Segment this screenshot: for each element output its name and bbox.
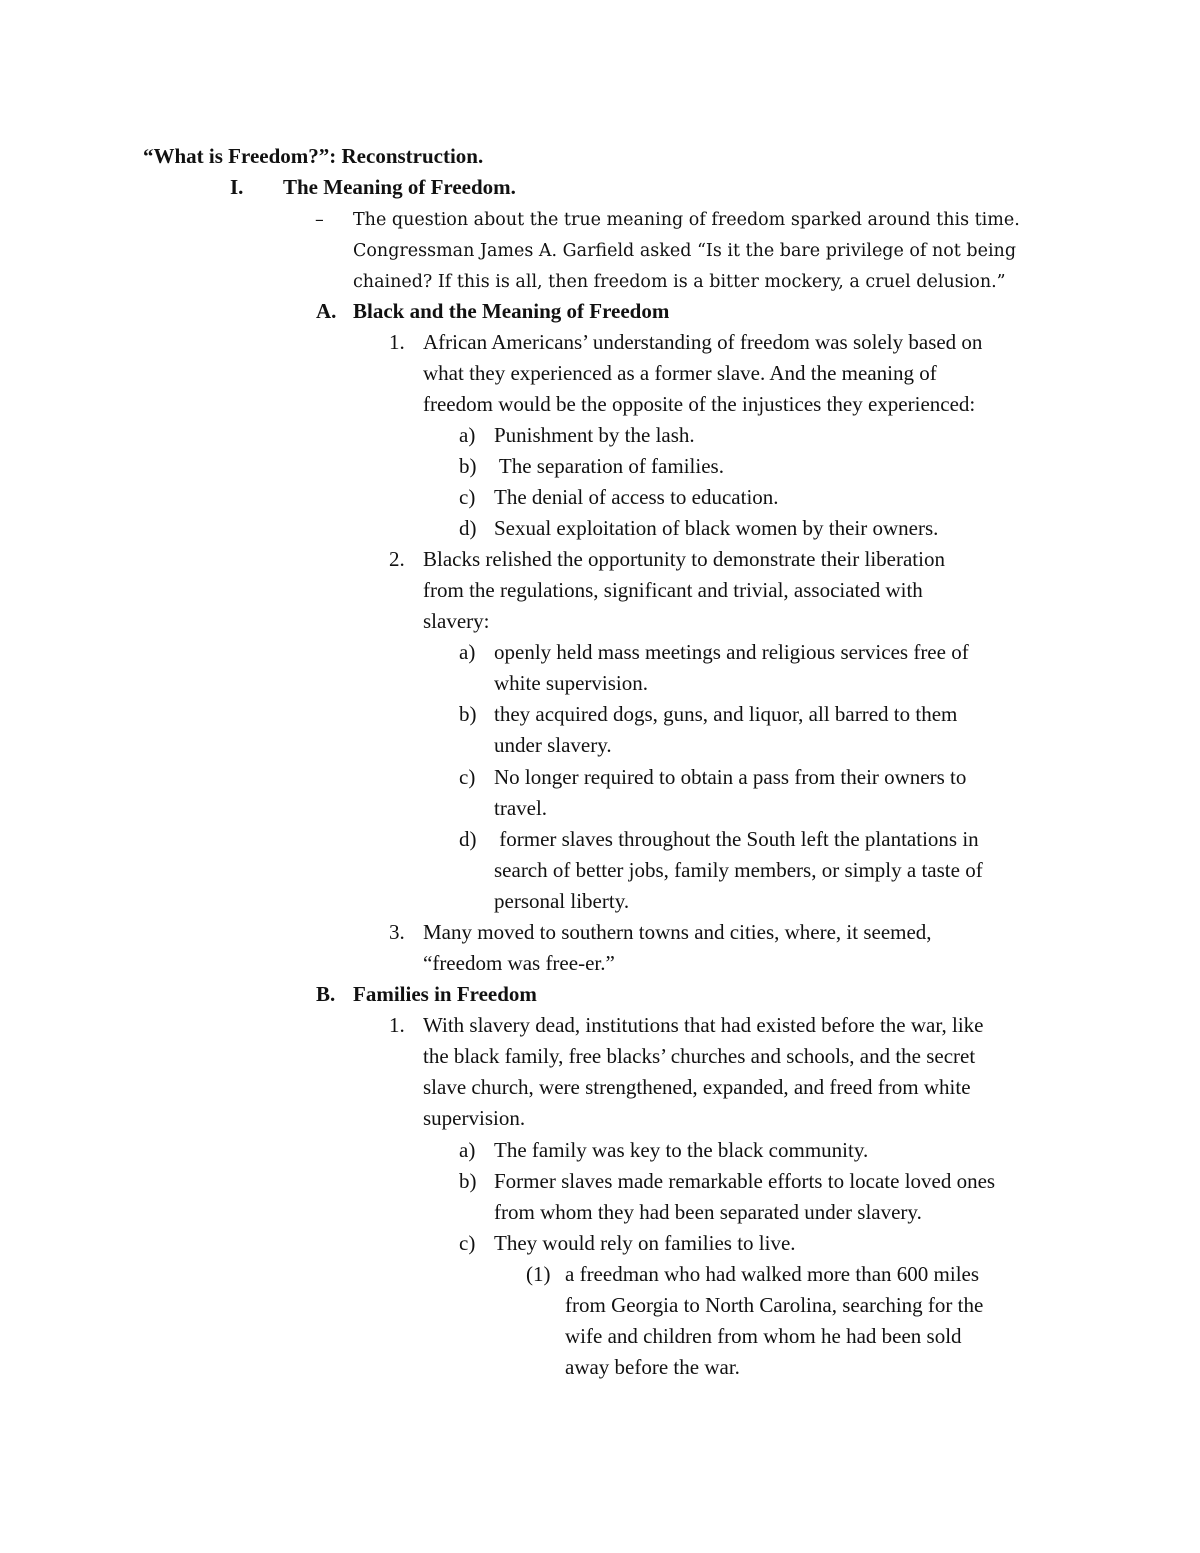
item-marker: c) <box>459 485 476 509</box>
item-line: travel. <box>494 796 548 820</box>
item-line: from whom they had been separated under slavery. <box>494 1200 922 1224</box>
item-line: They would rely on families to live. <box>494 1231 796 1255</box>
point-marker: 1. <box>389 1013 405 1037</box>
point-line: slavery: <box>423 609 490 633</box>
item-line: The denial of access to education. <box>494 485 779 509</box>
item-line: under slavery. <box>494 733 612 757</box>
point-line: “freedom was free-er.” <box>423 951 615 975</box>
item-marker: b) <box>459 454 477 478</box>
subitem-line: a freedman who had walked more than 600 miles <box>565 1262 980 1286</box>
intro-dash: – <box>315 210 324 230</box>
point-line: freedom would be the opposite of the injustices they experienced: <box>423 392 976 416</box>
item-marker: b) <box>459 702 477 726</box>
subitem-line: wife and children from whom he had been sold <box>565 1324 962 1348</box>
intro-line: Congressman James A. Garfield asked “Is it the bare privilege of not being <box>353 241 1017 261</box>
point-marker: 3. <box>389 920 405 944</box>
point-line: Many moved to southern towns and cities, where, it seemed, <box>423 920 932 944</box>
item-line: they acquired dogs, guns, and liquor, all barred to them <box>494 702 958 726</box>
item-line: Punishment by the lash. <box>494 423 695 447</box>
intro-line: chained? If this is all, then freedom is a bitter mockery, a cruel delusion.” <box>353 272 1006 292</box>
point-marker: 2. <box>389 547 405 571</box>
subitem-line: away before the war. <box>565 1355 740 1379</box>
item-line: Former slaves made remarkable efforts to locate loved ones <box>494 1169 996 1193</box>
item-marker: d) <box>459 516 477 540</box>
point-marker: 1. <box>389 330 405 354</box>
item-marker: c) <box>459 1231 476 1255</box>
item-marker: a) <box>459 640 476 664</box>
subitem-marker: (1) <box>526 1262 551 1286</box>
point-line: what they experienced as a former slave. And the meaning of <box>423 361 937 385</box>
item-line: personal liberty. <box>494 889 630 913</box>
point-line: supervision. <box>423 1106 526 1130</box>
subitem-line: from Georgia to North Carolina, searching for the <box>565 1293 984 1317</box>
item-line: The separation of families. <box>494 454 724 478</box>
item-line: The family was key to the black community. <box>494 1138 869 1162</box>
point-line: With slavery dead, institutions that had existed before the war, like <box>423 1013 984 1037</box>
item-marker: b) <box>459 1169 477 1193</box>
point-line: slave church, were strengthened, expanded, and freed from white <box>423 1075 971 1099</box>
point-line: the black family, free blacks’ churches and schools, and the secret <box>423 1044 976 1068</box>
section-marker: I. <box>230 175 244 199</box>
item-line: No longer required to obtain a pass from their owners to <box>494 765 967 789</box>
intro-line: The question about the true meaning of freedom sparked around this time. <box>353 210 1020 230</box>
subsection-a-heading: Black and the Meaning of Freedom <box>353 299 670 323</box>
item-line: Sexual exploitation of black women by their owners. <box>494 516 939 540</box>
item-marker: c) <box>459 765 476 789</box>
item-line: former slaves throughout the South left the plantations in <box>494 827 979 851</box>
item-marker: a) <box>459 1138 476 1162</box>
subsection-b-marker: B. <box>316 982 336 1006</box>
section-heading: The Meaning of Freedom. <box>283 175 516 199</box>
point-line: Blacks relished the opportunity to demonstrate their liberation <box>423 547 945 571</box>
item-line: white supervision. <box>494 671 648 695</box>
subsection-a-marker: A. <box>316 299 337 323</box>
subsection-b-heading: Families in Freedom <box>353 982 537 1006</box>
item-marker: d) <box>459 827 477 851</box>
item-marker: a) <box>459 423 476 447</box>
point-line: from the regulations, significant and trivial, associated with <box>423 578 923 602</box>
item-line: openly held mass meetings and religious services free of <box>494 640 969 664</box>
point-line: African Americans’ understanding of freedom was solely based on <box>423 330 983 354</box>
document-title: “What is Freedom?”: Reconstruction. <box>143 144 484 168</box>
item-line: search of better jobs, family members, or simply a taste of <box>494 858 983 882</box>
